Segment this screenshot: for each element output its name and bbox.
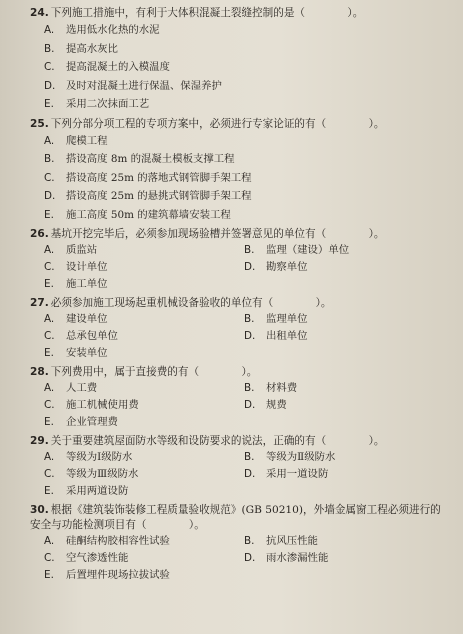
question-stem (30, 296, 453, 311)
option-b: B. 搭设高度 8m 的混凝土模板支撑工程 (44, 153, 235, 165)
option-e: E. 采用二次抹面工艺 (44, 98, 150, 110)
option-e: E. 后置埋件现场拉拔试验 (44, 569, 170, 581)
options-grid (30, 380, 453, 431)
option-b: B. 等级为Ⅱ级防水 (244, 451, 336, 463)
option-d: D. 雨水渗漏性能 (244, 552, 329, 564)
question-text: 关于重要建筑屋面防水等级和设防要求的说法，正确的有（ ）。 (50, 435, 385, 447)
option-c: C. 总承包单位 (44, 330, 118, 342)
question-30 (30, 503, 453, 584)
question-text: 基坑开挖完毕后，必须参加现场验槽并签署意见的单位有（ ）。 (50, 228, 385, 240)
question-number: 28. (30, 366, 49, 378)
option-b: B. 提高水灰比 (44, 42, 118, 55)
question-stem (30, 6, 453, 21)
option-d: D. 及时对混凝土进行保温、保湿养护 (44, 79, 222, 92)
question-25 (30, 117, 453, 225)
options-grid (30, 242, 453, 293)
option-a: A. 等级为Ⅰ级防水 (44, 451, 133, 463)
question-stem (30, 117, 453, 132)
option-e: E. 施工单位 (44, 278, 108, 290)
question-text: 根据《建筑装饰装修工程质量验收规范》(GB 50210)，外墙金属窗工程必须进行的安全与功能检测项目有（ ）。 (30, 504, 441, 531)
option-c: C. 提高混凝土的入模温度 (44, 61, 170, 73)
question-number: 27. (30, 297, 49, 309)
option-c: C. 搭设高度 25m 的落地式钢管脚手架工程 (44, 171, 252, 184)
option-d: D. 勘察单位 (244, 261, 308, 273)
question-number: 25. (30, 117, 49, 130)
option-c: C. 空气渗透性能 (44, 552, 129, 564)
option-e: E. 安装单位 (44, 347, 108, 359)
option-d: D. 出租单位 (244, 330, 308, 342)
question-stem (30, 365, 453, 380)
option-a: A. 选用低水化热的水泥 (44, 24, 160, 36)
option-a: A. 硅酮结构胶相容性试验 (44, 535, 170, 547)
option-b: B. 材料费 (244, 382, 298, 394)
question-number: 26. (30, 228, 49, 240)
option-e: E. 施工高度 50m 的建筑幕墙安装工程 (44, 208, 231, 221)
question-text: 下列施工措施中，有利于大体积混凝土裂缝控制的是（ ）。 (50, 7, 364, 19)
question-24 (30, 6, 453, 114)
question-27 (30, 296, 453, 362)
question-28 (30, 365, 453, 431)
question-number: 29. (30, 435, 49, 447)
option-a: A. 建设单位 (44, 313, 108, 325)
option-a: A. 人工费 (44, 382, 98, 394)
option-d: D. 规费 (244, 399, 287, 411)
option-e: E. 采用两道设防 (44, 485, 129, 497)
option-c: C. 设计单位 (44, 261, 108, 273)
option-e: E. 企业管理费 (44, 416, 118, 428)
option-a: A. 爬模工程 (44, 134, 108, 147)
options-grid (30, 311, 453, 362)
question-text: 下列分部分项工程的专项方案中，必须进行专家论证的有（ ）。 (50, 117, 385, 130)
question-number: 24. (30, 7, 49, 19)
option-b: B. 监理单位 (244, 313, 308, 325)
question-stem (30, 434, 453, 449)
question-stem (30, 227, 453, 242)
question-29 (30, 434, 453, 500)
option-b: B. 监理（建设）单位 (244, 244, 350, 256)
option-c: C. 等级为Ⅲ级防水 (44, 468, 139, 480)
options-grid (30, 533, 453, 584)
question-text: 必须参加施工现场起重机械设备验收的单位有（ ）。 (50, 297, 332, 309)
option-d: D. 采用一道设防 (244, 468, 329, 480)
question-26 (30, 227, 453, 293)
option-c: C. 施工机械使用费 (44, 399, 139, 411)
question-number: 30. (30, 504, 49, 516)
options-grid (30, 449, 453, 500)
question-stem (30, 503, 450, 533)
option-a: A. 质监站 (44, 244, 98, 256)
option-b: B. 抗风压性能 (244, 535, 318, 547)
question-text: 下列费用中，属于直接费的有（ ）。 (50, 366, 258, 378)
option-d: D. 搭设高度 25m 的悬挑式钢管脚手架工程 (44, 190, 252, 202)
